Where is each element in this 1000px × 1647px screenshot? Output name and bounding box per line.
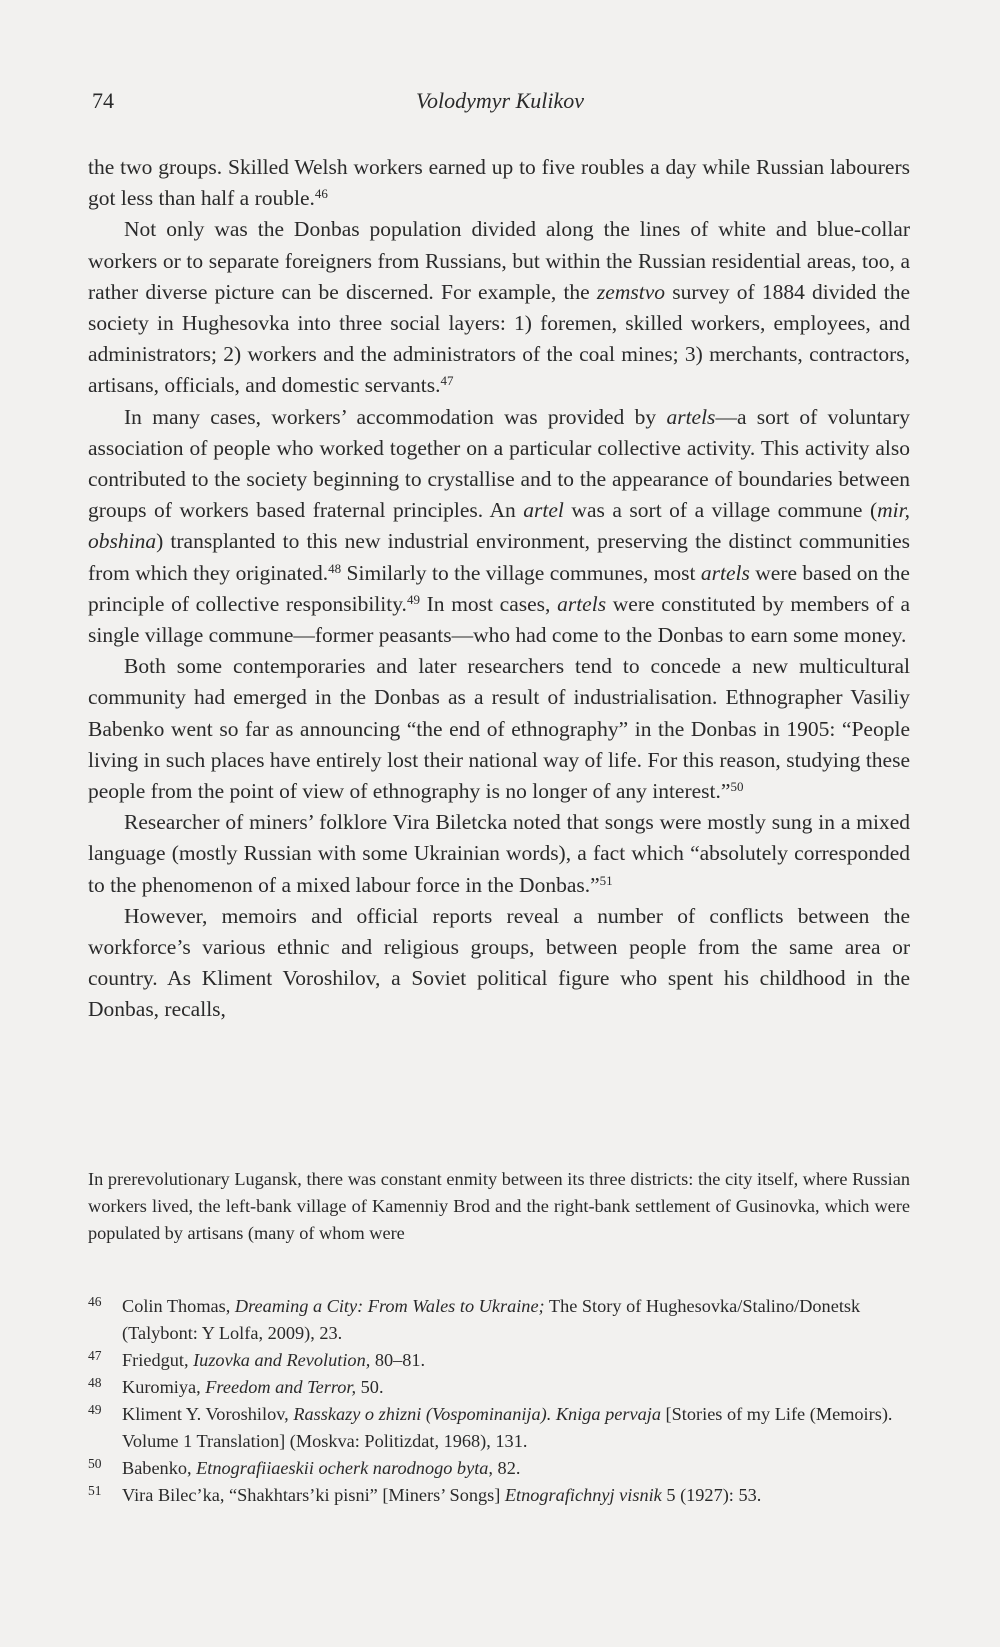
- footnote-ref: 46: [314, 186, 328, 202]
- footnote-text: 5 (1927): 53.: [661, 1485, 762, 1505]
- footnote-text: Kuromiya,: [122, 1377, 206, 1397]
- footnote-ref: 50: [730, 779, 744, 795]
- footnote-text: 82.: [492, 1458, 521, 1478]
- footnote-number: 51: [88, 1483, 102, 1498]
- paragraph-text: was a sort of a village commune (: [563, 498, 878, 523]
- paragraph-text: In most cases,: [419, 591, 558, 616]
- footnote-ref: 51: [599, 872, 613, 888]
- footnote: [88, 1455, 910, 1482]
- paragraph-text: Researcher of miners’ folklore Vira Biletcka noted that songs were mostly sung in a mixed language (mostly Russian with some Ukrainian words), a fact which “absolutely corresponded to the phenomenon of a mixed labour force in the Donbas.”: [88, 810, 910, 897]
- paragraph-3: [88, 402, 910, 652]
- paragraph-text: were based on the principle of collective responsibility.: [88, 560, 910, 616]
- footnote-text: The Story of Hughesovka/Stalino/Donetsk (Talybont: Y Lolfa, 2009), 23.: [122, 1296, 861, 1343]
- footnote-title: Rasskazy o zhizni (Vospominanija). Kniga pervaja: [293, 1404, 661, 1424]
- footnote-number: 48: [88, 1375, 102, 1390]
- footnote-title: Dreaming a City: From Wales to Ukraine;: [234, 1296, 545, 1316]
- footnote-ref: 49: [406, 591, 420, 607]
- block-quote: [88, 1166, 910, 1246]
- paragraph-1: [88, 152, 910, 214]
- footnote-text: Vira Bilec’ka, “Shakhtars’ki pisni” [Miners’ Songs]: [122, 1485, 505, 1505]
- footnote-ref: 48: [328, 560, 342, 576]
- paragraph-text: the two groups. Skilled Welsh workers earned up to five roubles a day while Russian labourers got less than half a rouble.: [88, 155, 910, 211]
- footnote-text: [Stories of my Life (Memoirs). Volume 1 Translation] (Moskva: Politizdat, 1968), 131.: [122, 1404, 893, 1451]
- footnote-number: 49: [88, 1402, 102, 1417]
- main-text: [88, 152, 910, 1026]
- paragraph-text: However, memoirs and official reports reveal a number of conflicts between the workforce’s various ethnic and religious groups, between people from the same area or country. As Kliment Voroshilov, a Soviet political figure who spent his childhood in the Donbas, recalls,: [88, 903, 910, 1022]
- italic-term: artels: [700, 560, 750, 585]
- footnote-number: 50: [88, 1456, 102, 1471]
- footnote: [88, 1374, 910, 1401]
- italic-term: artels: [666, 404, 716, 429]
- footnote: [88, 1482, 910, 1509]
- footnote-title: Etnografiiaeskii ocherk narodnogo byta,: [196, 1458, 493, 1478]
- footnote-number: 47: [88, 1348, 102, 1363]
- paragraph-text: ) transplanted to this new industrial environment, preserving the distinct communities from which they originated.: [88, 529, 910, 585]
- paragraph-text: survey of 1884 divided the society in Hughesovka into three social layers: 1) foremen, skilled workers, employees, and administrators; 2) workers and the administrators of the coal mines; 3) merchants, contractors, artisans, officials, and domestic servants.: [88, 279, 910, 398]
- footnote-text: Friedgut,: [122, 1350, 194, 1370]
- paragraph-text: were constituted by members of a single village commune—former peasants—who had come to the Donbas to earn some money.: [88, 591, 910, 648]
- running-title: Volodymyr Kulikov: [415, 88, 585, 113]
- footnote-text: 80–81.: [370, 1350, 426, 1370]
- italic-term: artels: [557, 591, 607, 616]
- footnote: [88, 1293, 910, 1347]
- footnote-text: Colin Thomas,: [122, 1296, 235, 1316]
- footnote-title: Freedom and Terror,: [205, 1377, 357, 1397]
- paragraph-text: Not only was the Donbas population divided along the lines of white and blue-collar workers or to separate foreigners from Russians, but within the Russian residential areas, too, a rather diverse picture can be discerned. For example, the: [88, 217, 910, 304]
- paragraph-2: [88, 214, 910, 401]
- paragraph-text: In many cases, workers’ accommodation was provided by: [124, 404, 667, 429]
- paragraph-4: [88, 651, 910, 807]
- footnote-text: 50.: [356, 1377, 384, 1397]
- page-number: 74: [92, 88, 114, 113]
- paragraph-text: Both some contemporaries and later researchers tend to concede a new multicultural community had emerged in the Donbas as a result of industrialisation. Ethnographer Vasiliy Babenko went so far as announcing “the end of ethnography” in the Donbas in 1905: “People living in such places have entirely lost their national way of life. For this reason, studying these people from the point of view of ethnography is no longer of any interest.”: [88, 654, 910, 804]
- footnote-number: 46: [88, 1294, 102, 1309]
- paragraph-text: —a sort of voluntary association of people who worked together on a particular collective activity. This activity also contributed to the society beginning to crystallise and to the appearance of boundaries between groups of workers based fraternal principles. An: [88, 404, 910, 523]
- italic-term: zemstvo: [596, 279, 665, 304]
- paragraph-5: [88, 807, 910, 901]
- quote-text: In prerevolutionary Lugansk, there was constant enmity between its three districts: the city itself, where Russian workers lived, the left-bank village of Kamenniy Brod and the right-bank settlement of Gusinovka, which were populated by artisans (many of whom were: [88, 1169, 910, 1243]
- running-head: [88, 88, 912, 118]
- italic-term: artel: [523, 498, 564, 523]
- paragraph-6: [88, 901, 910, 1026]
- footnote-title: Iuzovka and Revolution,: [193, 1350, 371, 1370]
- footnote-ref: 47: [440, 373, 454, 389]
- footnote-text: Kliment Y. Voroshilov,: [122, 1404, 294, 1424]
- footnote-text: Babenko,: [122, 1458, 197, 1478]
- italic-term: mir, obshina: [88, 498, 910, 554]
- footnotes: [88, 1293, 910, 1509]
- footnote: [88, 1347, 910, 1374]
- footnote-title: Etnografichnyj visnik: [504, 1485, 662, 1505]
- paragraph-text: Similarly to the village communes, most: [341, 560, 701, 585]
- footnote: [88, 1401, 910, 1455]
